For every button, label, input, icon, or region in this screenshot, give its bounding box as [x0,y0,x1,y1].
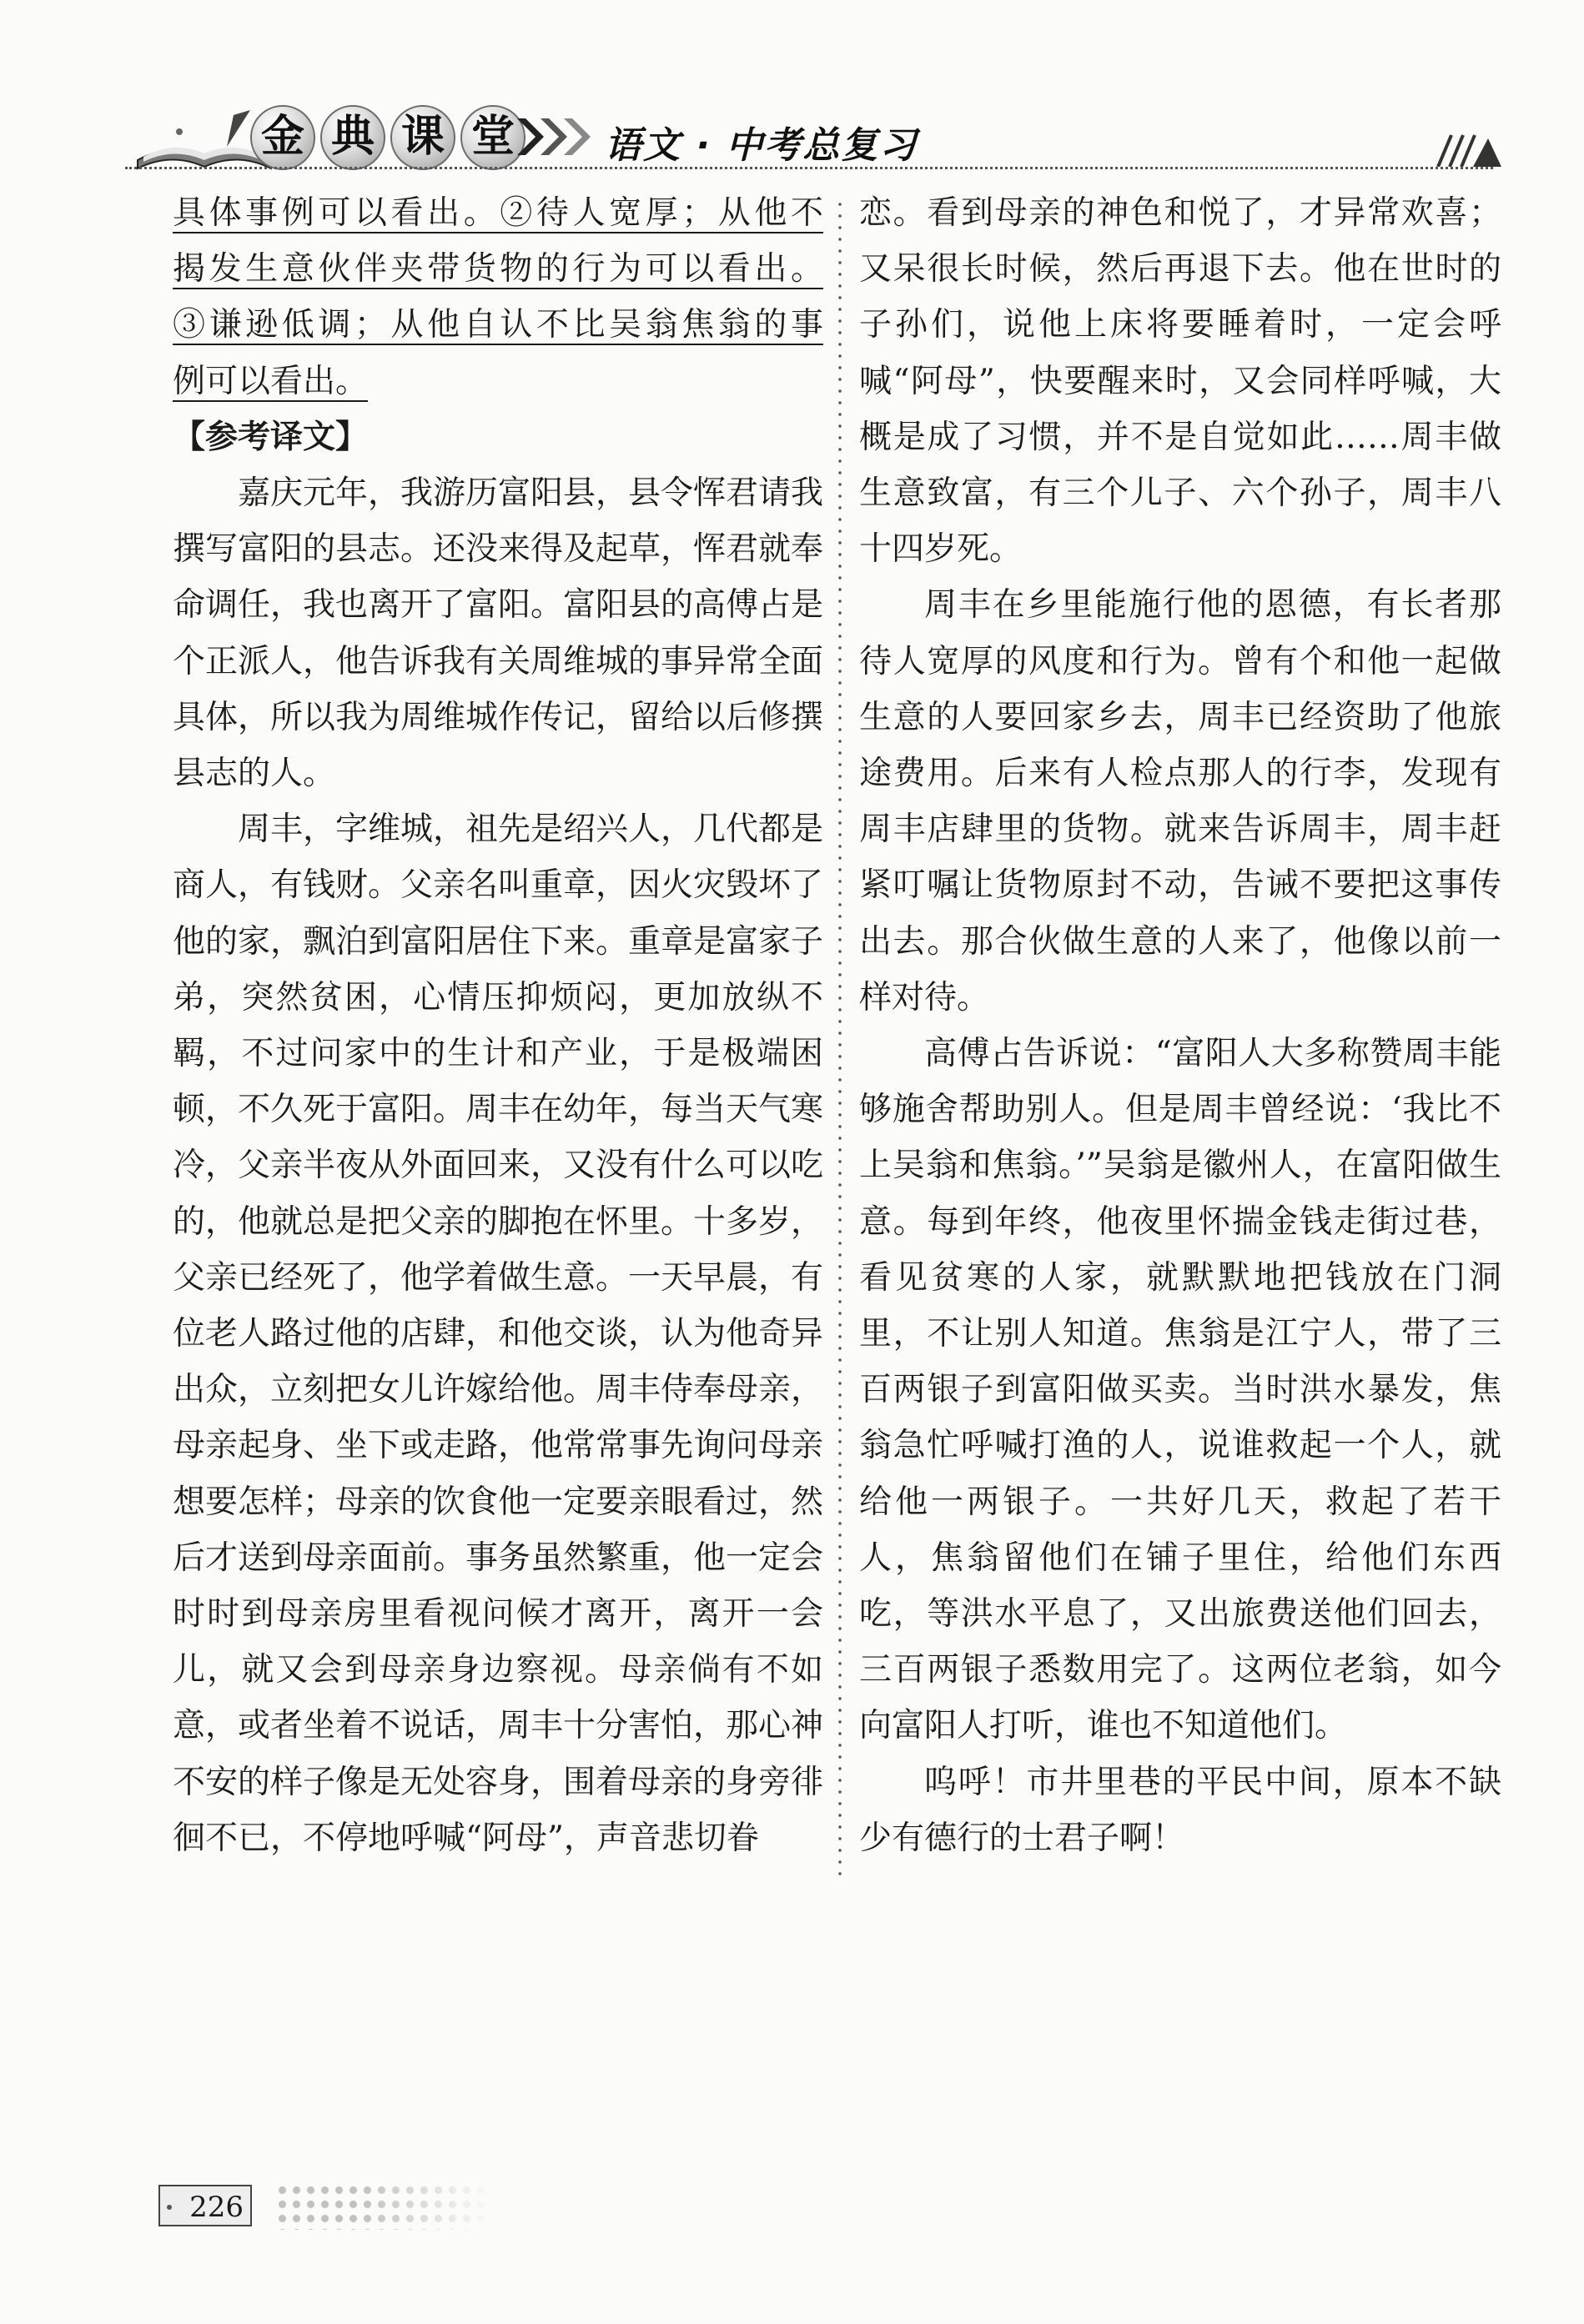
brand-char: 课 [390,105,455,170]
brand-char: 金 [250,105,315,170]
section-heading: 【参考译文】 [173,418,369,456]
paragraph: 恋。看到母亲的神色和悦了，才异常欢喜；又呆很长时候，然后再退下去。他在世时的子孙们，说他上床将要睡着时，一定会呼喊“阿母”，快要醒来时，又会同样呼喊，大概是成了习惯，并不是自觉如此……周丰做生意致富，有三个儿子、六个孙子，周丰八十四岁死。 [859,194,1501,569]
page-header [125,90,1501,182]
triple-chevron-icon [515,113,596,160]
paragraph: 嘉庆元年，我游历富阳县，县令恽君请我撰写富阳的县志。还没来得及起草，恽君就奉命调任，我也离开了富阳。富阳县的高傅占是个正派人，他告诉我有关周维城的事异常全面具体，所以我为周维城作传记，留给以后修撰县志的人。 [173,474,824,793]
left-column [173,185,823,1866]
paragraph: 高傅占告诉说：“富阳人大多称赞周丰能够施舍帮助别人。但是周丰曾经说：‘我比不上吴翁和焦翁。’”吴翁是徽州人，在富阳做生意。每到年终，他夜里怀揣金钱走街过巷，看见贫寒的人家，就默默地把钱放在门洞里，不让别人知道。焦翁是江宁人，带了三百两银子到富阳做买卖。当时洪水暴发，焦翁急忙呼喊打渔的人，说谁救起一个人，就给他一两银子。一共好几天，救起了若干人，焦翁留他们在铺子里住，给他们东西吃，等洪水平息了，又出旅费送他们回去，三百两银子悉数用完了。这两位老翁，如今向富阳人打听，谁也不知道他们。 [859,1035,1501,1745]
answer-line: 例可以看出。 [173,362,369,400]
paragraph: 呜呼！市井里巷的平民中间，原本不缺少有德行的士君子啊！ [859,1763,1501,1857]
answer-line: 揭发生意伙伴夹带货物的行为可以看出。 [173,250,823,289]
hatch-mark-icon [1435,130,1501,167]
decorative-dots [275,2183,492,2230]
page-number: 226 [158,2185,252,2226]
subject-title: 语文 · 中考总复习 [605,124,918,167]
brand-char: 堂 [460,105,525,170]
header-divider [125,167,1493,169]
answer-line: ③谦逊低调；从他自认不比吴翁焦翁的事 [173,306,823,344]
answer-line: 具体事例可以看出。②待人宽厚；从他不 [173,194,823,232]
right-column [859,185,1501,1866]
brand-title [250,105,525,170]
column-divider [838,198,842,1883]
paragraph: 周丰在乡里能施行他的恩德，有长者那待人宽厚的风度和行为。曾有个和他一起做生意的人要回家乡去，周丰已经资助了他旅途费用。后来有人检点那人的行李，发现有周丰店肆里的货物。就来告诉周丰，周丰赶紧叮嘱让货物原封不动，告诫不要把这事传出去。那合伙做生意的人来了，他像以前一样对待。 [859,586,1501,1016]
paragraph: 周丰，字维城，祖先是绍兴人，几代都是商人，有钱财。父亲名叫重章，因火灾毁坏了他的家，飘泊到富阳居住下来。重章是富家子弟，突然贫困，心情压抑烦闷，更加放纵不羁，不过问家中的生计和产业，于是极端困顿，不久死于富阳。周丰在幼年，每当天气寒冷，父亲半夜从外面回来，又没有什么可以吃的，他就总是把父亲的脚抱在怀里。十多岁，父亲已经死了，他学着做生意。一天早晨，有位老人路过他的店肆，和他交谈，认为他奇异出众，立刻把女儿许嫁给他。周丰侍奉母亲，母亲起身、坐下或走路，他常常事先询问母亲想要怎样；母亲的饮食他一定要亲眼看过，然后才送到母亲面前。事务虽然繁重，他一定会时时到母亲房里看视问候才离开，离开一会儿，就又会到母亲身边察视。母亲倘有不如意，或者坐着不说话，周丰十分害怕，那心神不安的样子像是无处容身，围着母亲的身旁徘徊不已，不停地呼喊“阿母”，声音悲切眷 [173,811,824,1857]
brand-char: 典 [320,105,385,170]
